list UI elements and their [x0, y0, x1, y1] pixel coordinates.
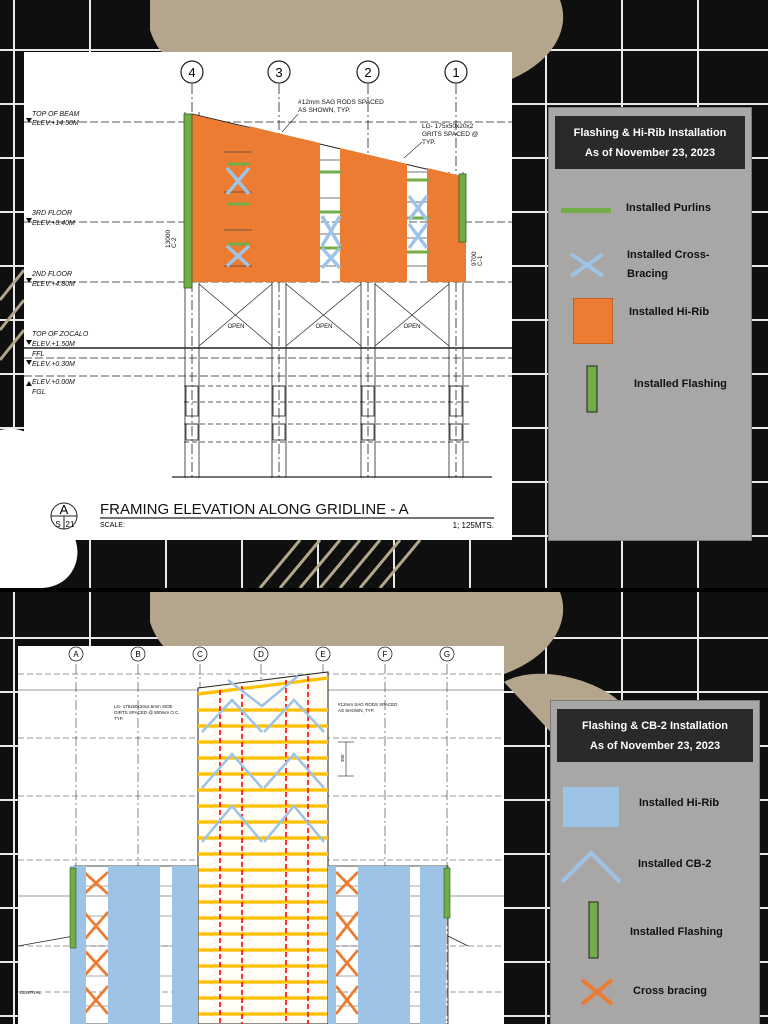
blue-hi-rib-5 [358, 866, 410, 1024]
hi-rib-panel-3 [249, 126, 290, 282]
grid-bubbles [181, 61, 467, 83]
installed-flashing-left-2 [70, 868, 76, 948]
level-name-2nd-floor: 2ND FLOOR [32, 271, 73, 278]
cb2-elevation-drawing [18, 646, 504, 1024]
scale-label: SCALE: [100, 522, 125, 529]
level-elev-3rd-floor: ELEV.+8.40M [32, 220, 75, 227]
legend-label-purlins: Installed Purlins [626, 202, 711, 214]
lower-x-bracing [199, 284, 449, 346]
note-sag-rods-1: #12mm SAG RODS SPACED [298, 99, 384, 106]
scale-value: 1; 125MTS. [452, 521, 494, 530]
level-elev-2nd-floor: ELEV.+4.80M [32, 281, 75, 288]
legend-cb2-icon [559, 849, 623, 885]
grid-label-c: C [197, 650, 203, 659]
column-label-right: C-1 [477, 255, 484, 266]
note-girts-2: GRITS SPACED @ [422, 131, 479, 138]
elevation-svg [24, 52, 512, 540]
level-name-ffl: FFL [32, 351, 45, 358]
cb2-note-girts-1: LG- 175x50x20x2.5mm SIDE [114, 704, 173, 709]
open-label-bay-2: OPEN [315, 324, 333, 330]
drawing-title: FRAMING ELEVATION ALONG GRIDLINE - A [100, 501, 409, 518]
cb2-elevation-svg [18, 646, 504, 1024]
legend2-label-hi-rib: Installed Hi-Rib [639, 797, 720, 809]
slide-cb2 [0, 592, 768, 1024]
installed-flashing-right [459, 174, 466, 242]
legend2-title-line-1: Flashing & CB-2 Installation [581, 720, 729, 732]
note-girts-3: TYP. [422, 139, 436, 146]
level-name-top-of-beam: TOP OF BEAM [32, 111, 80, 118]
level-name-zocalo: TOP OF ZOCALO [32, 331, 89, 338]
dim-label-right: 9700 [471, 251, 478, 266]
level-name-3rd-floor: 3RD FLOOR [32, 210, 73, 217]
cb2-note-girts-2: GIRTS SPACED @ 800mm O.C. [114, 710, 180, 715]
title-block [51, 501, 494, 530]
legend-title [555, 116, 745, 169]
level-labels [31, 111, 89, 396]
open-labels [227, 324, 420, 330]
blue-hi-rib-3 [172, 866, 198, 1024]
legend-label-hi-rib: Installed Hi-Rib [629, 306, 710, 318]
legend-title-line-1: Flashing & Hi-Rib Installation [573, 127, 727, 139]
legend-label-cross-bracing: Installed Cross- Bracing [627, 249, 710, 280]
section-sheet: S [55, 520, 61, 529]
column-label-left: C-2 [171, 237, 178, 248]
cb2-dim-label: 300 [340, 754, 345, 762]
section-mark-letter: A [59, 502, 69, 517]
cb2-general-label: CENTRAL [20, 990, 42, 995]
grid-label-4: 4 [188, 65, 196, 80]
section-sheet-no: 21 [65, 520, 75, 529]
level-name-fgl: FGL [32, 389, 46, 396]
grid-label-a: A [73, 650, 79, 659]
pedestals [186, 386, 462, 440]
legend-title-line-2: As of November 23, 2023 [584, 147, 716, 159]
blue-hi-rib-2 [108, 866, 160, 1024]
level-elev-zocalo: ELEV.+1.50M [32, 341, 75, 348]
note-girts-1: LG- 175x50x20x2 [422, 123, 474, 130]
installed-flashing-left [184, 114, 192, 288]
grid-label-f: F [382, 650, 388, 659]
grid-label-e: E [320, 650, 326, 659]
legend2-label-flashing: Installed Flashing [630, 926, 723, 938]
level-elev-fgl: ELEV.+0.00M [32, 379, 75, 386]
hi-rib-panel-5 [340, 148, 407, 282]
legend2-label-cb2: Installed CB-2 [638, 858, 712, 870]
cb2-note-sag-1: #12mm SAG RODS SPACED [338, 702, 398, 707]
legend-hi-rib [548, 107, 752, 541]
open-label-bay-1: OPEN [227, 324, 245, 330]
installed-flashing-right-2 [444, 868, 450, 918]
note-sag-rods-2: AS SHOWN, TYP. [298, 107, 351, 114]
framing-elevation-drawing [24, 52, 512, 540]
cb2-note-sag-2: AS SHOWN, TYP. [338, 708, 375, 713]
legend-cross-bracing-icon-2 [579, 977, 615, 1007]
legend-hi-rib-icon [573, 298, 613, 344]
cb2-note-girts-3: TYP. [114, 716, 124, 721]
legend-cross-bracing-icon [569, 252, 605, 278]
legend-title-2 [557, 709, 753, 762]
dim-label-left: 13000 [165, 229, 172, 248]
legend-blue-hi-rib-icon [563, 787, 619, 827]
legend-cb2 [550, 700, 760, 1024]
hi-rib-panel-1 [191, 114, 224, 282]
legend-flashing-icon-2 [588, 901, 600, 959]
grid-label-d: D [258, 650, 264, 659]
grid-label-g: G [443, 650, 451, 659]
grid-label-1: 1 [452, 65, 460, 80]
legend2-title-line-2: As of November 23, 2023 [589, 740, 721, 752]
cb2-grid-bubbles [69, 647, 454, 661]
legend-purlin-icon [561, 206, 611, 216]
legend2-label-cross-bracing: Cross bracing [633, 985, 707, 997]
blue-hi-rib-4 [328, 866, 336, 1024]
blue-hi-rib-6 [420, 866, 446, 1024]
hi-rib-panel-4 [290, 136, 320, 282]
legend-label-flashing: Installed Flashing [634, 378, 727, 390]
grid-label-3: 3 [275, 65, 283, 80]
grid-label-b: B [135, 650, 141, 659]
legend-flashing-icon [586, 365, 598, 413]
grid-label-2: 2 [364, 65, 372, 80]
open-label-bay-3: OPEN [403, 324, 421, 330]
level-elev-ffl: ELEV.+0.30M [32, 361, 75, 368]
level-elev-top-of-beam: ELEV.+14.50M [32, 120, 79, 127]
